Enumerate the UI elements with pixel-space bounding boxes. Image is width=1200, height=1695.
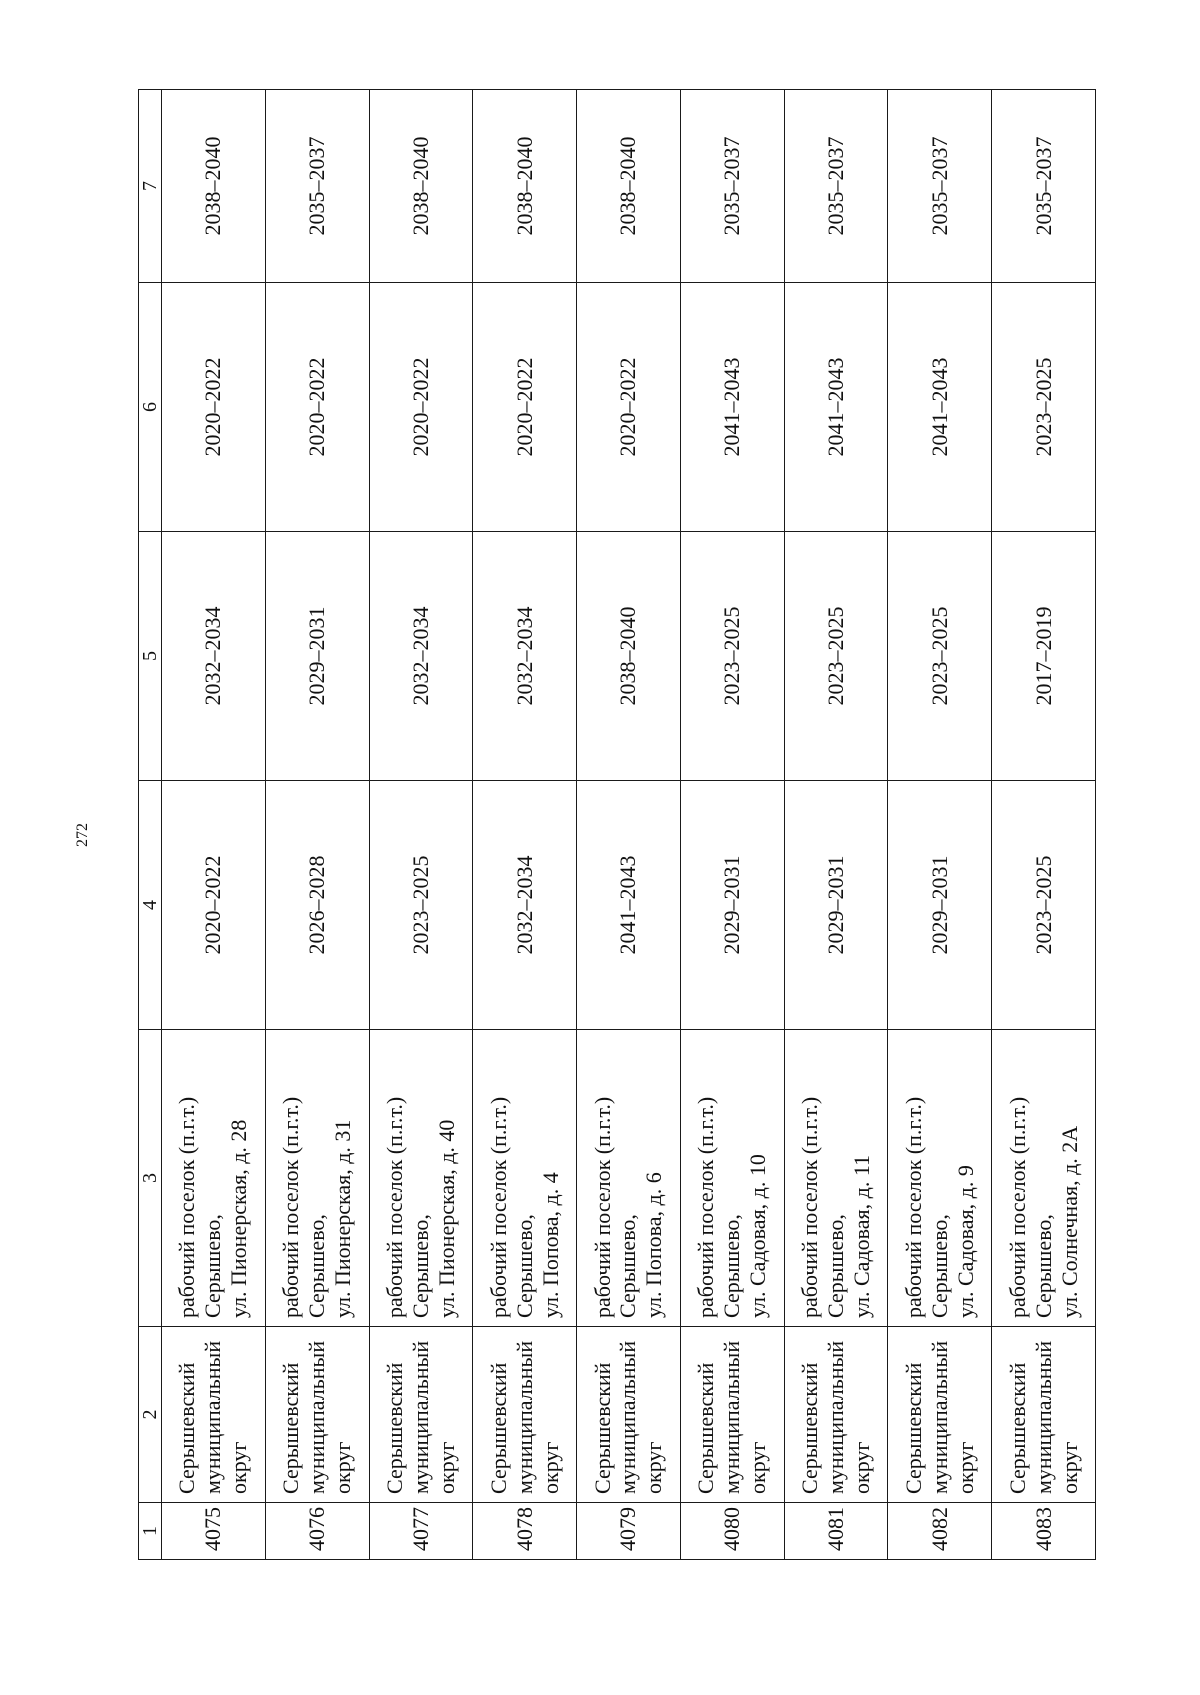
period-col-7: 2035–2037 (992, 90, 1096, 283)
address-line: рабочий поселок (п.г.т.) (1004, 1096, 1030, 1318)
period-col-6: 2041–2043 (784, 283, 888, 532)
address-line: ул. Попова, д. 6 (641, 1172, 667, 1318)
table-row (784, 90, 888, 1560)
table-header (139, 90, 162, 1560)
address-line: Серышево, (407, 1214, 433, 1318)
address-line: Серышево, (926, 1214, 952, 1318)
period-col-6: 2041–2043 (888, 283, 992, 532)
period-col-6: 2041–2043 (680, 283, 784, 532)
address-line: рабочий поселок (п.г.т.) (900, 1096, 926, 1318)
row-id: 4075 (162, 1503, 266, 1560)
period-col-5: 2023–2025 (888, 532, 992, 781)
district-line: муниципальный (823, 1340, 848, 1494)
address-line: ул. Пионерская, д. 31 (330, 1119, 356, 1318)
address-line: Серышево, (200, 1214, 226, 1318)
district-line: округ (537, 1441, 563, 1494)
address-line: рабочий поселок (п.г.т.) (278, 1096, 304, 1318)
period-col-5: 2032–2034 (369, 532, 473, 781)
address-line: ул. Пионерская, д. 28 (226, 1119, 252, 1318)
address-cell (680, 1030, 784, 1327)
table-row (577, 90, 681, 1560)
table-row (265, 90, 369, 1560)
row-id: 4080 (680, 1503, 784, 1560)
district-line: Серышевский (174, 1362, 200, 1494)
district-cell (162, 1327, 266, 1503)
table-body (162, 90, 1096, 1560)
district-line: муниципальный (926, 1340, 952, 1494)
address-line: рабочий поселок (п.г.т.) (589, 1096, 615, 1318)
address-line: рабочий поселок (п.г.т.) (797, 1096, 823, 1318)
district-line: Серышевский (589, 1362, 615, 1494)
period-col-7: 2035–2037 (784, 90, 888, 283)
address-line: Серышево, (823, 1214, 848, 1318)
period-col-4: 2026–2028 (265, 781, 369, 1030)
district-line: округ (330, 1441, 356, 1494)
district-line: муниципальный (304, 1340, 330, 1494)
address-cell (577, 1030, 681, 1327)
address-line: ул. Попова, д. 4 (537, 1172, 563, 1318)
period-col-7: 2038–2040 (473, 90, 577, 283)
district-line: округ (1056, 1441, 1082, 1494)
period-col-5: 2023–2025 (680, 532, 784, 781)
period-col-4: 2023–2025 (992, 781, 1096, 1030)
period-col-5: 2032–2034 (473, 532, 577, 781)
page-number: 272 (74, 823, 91, 847)
address-line: Серышево, (719, 1214, 745, 1318)
district-cell (265, 1327, 369, 1503)
period-col-4: 2029–2031 (680, 781, 784, 1030)
row-id: 4082 (888, 1503, 992, 1560)
period-col-7: 2038–2040 (369, 90, 473, 283)
address-line: рабочий поселок (п.г.т.) (381, 1096, 407, 1318)
period-col-5: 2023–2025 (784, 532, 888, 781)
district-line: Серышевский (485, 1362, 511, 1494)
district-line: округ (641, 1441, 667, 1494)
table-row (680, 90, 784, 1560)
period-col-6: 2020–2022 (265, 283, 369, 532)
address-line: рабочий поселок (п.г.т.) (693, 1096, 719, 1318)
period-col-4: 2029–2031 (784, 781, 888, 1030)
period-col-6: 2020–2022 (473, 283, 577, 532)
address-cell (992, 1030, 1096, 1327)
table-row (992, 90, 1096, 1560)
district-line: округ (433, 1441, 459, 1494)
address-line: рабочий поселок (п.г.т.) (174, 1096, 200, 1318)
period-col-4: 2020–2022 (162, 781, 266, 1030)
address-line: ул. Садовая, д. 11 (848, 1154, 874, 1318)
district-line: округ (848, 1441, 874, 1494)
period-col-5: 2032–2034 (162, 532, 266, 781)
row-id: 4077 (369, 1503, 473, 1560)
district-line: округ (745, 1441, 771, 1494)
period-col-6: 2023–2025 (992, 283, 1096, 532)
row-id: 4076 (265, 1503, 369, 1560)
address-line: Серышево, (615, 1214, 641, 1318)
period-col-6: 2020–2022 (162, 283, 266, 532)
district-line: Серышевский (693, 1362, 719, 1494)
table-row (369, 90, 473, 1560)
district-cell (369, 1327, 473, 1503)
district-line: Серышевский (1004, 1362, 1030, 1494)
period-col-7: 2035–2037 (265, 90, 369, 283)
address-cell (162, 1030, 266, 1327)
period-col-7: 2035–2037 (888, 90, 992, 283)
table-row (473, 90, 577, 1560)
district-line: Серышевский (381, 1362, 407, 1494)
header-col-5: 5 (139, 532, 162, 781)
header-col-6: 6 (139, 283, 162, 532)
address-line: ул. Солнечная, д. 2А (1056, 1125, 1082, 1318)
district-line: муниципальный (407, 1340, 433, 1494)
period-col-6: 2020–2022 (369, 283, 473, 532)
district-line: муниципальный (615, 1340, 641, 1494)
address-cell (473, 1030, 577, 1327)
period-col-5: 2029–2031 (265, 532, 369, 781)
address-cell (784, 1030, 888, 1327)
district-cell (888, 1327, 992, 1503)
district-line: муниципальный (511, 1340, 537, 1494)
period-col-7: 2038–2040 (162, 90, 266, 283)
district-cell (784, 1327, 888, 1503)
row-id: 4078 (473, 1503, 577, 1560)
row-id: 4081 (784, 1503, 888, 1560)
address-cell (265, 1030, 369, 1327)
district-line: Серышевский (900, 1362, 926, 1494)
period-col-7: 2038–2040 (577, 90, 681, 283)
period-col-4: 2032–2034 (473, 781, 577, 1030)
address-line: ул. Садовая, д. 9 (952, 1165, 978, 1318)
row-id: 4079 (577, 1503, 681, 1560)
district-line: Серышевский (797, 1362, 823, 1494)
address-line: рабочий поселок (п.г.т.) (485, 1096, 511, 1318)
header-row (139, 90, 162, 1560)
district-line: муниципальный (1030, 1340, 1056, 1494)
rotated-table-container (138, 90, 1096, 1560)
district-line: муниципальный (200, 1340, 226, 1494)
district-line: Серышевский (278, 1362, 304, 1494)
address-line: ул. Садовая, д. 10 (745, 1154, 771, 1318)
header-col-1: 1 (139, 1503, 162, 1560)
period-col-6: 2020–2022 (577, 283, 681, 532)
table-row (888, 90, 992, 1560)
header-col-4: 4 (139, 781, 162, 1030)
address-line: ул. Пионерская, д. 40 (433, 1119, 459, 1318)
data-table (138, 89, 1096, 1560)
district-cell (992, 1327, 1096, 1503)
header-col-3: 3 (139, 1030, 162, 1327)
header-col-2: 2 (139, 1327, 162, 1503)
period-col-5: 2017–2019 (992, 532, 1096, 781)
table-row (162, 90, 266, 1560)
district-cell (577, 1327, 681, 1503)
district-line: округ (226, 1441, 252, 1494)
address-line: Серышево, (304, 1214, 330, 1318)
period-col-4: 2041–2043 (577, 781, 681, 1030)
district-cell (680, 1327, 784, 1503)
header-col-7: 7 (139, 90, 162, 283)
period-col-4: 2023–2025 (369, 781, 473, 1030)
period-col-7: 2035–2037 (680, 90, 784, 283)
address-cell (888, 1030, 992, 1327)
address-line: Серышево, (511, 1214, 537, 1318)
period-col-5: 2038–2040 (577, 532, 681, 781)
district-cell (473, 1327, 577, 1503)
district-line: муниципальный (719, 1340, 745, 1494)
address-line: Серышево, (1030, 1214, 1056, 1318)
row-id: 4083 (992, 1503, 1096, 1560)
address-cell (369, 1030, 473, 1327)
period-col-4: 2029–2031 (888, 781, 992, 1030)
district-line: округ (952, 1441, 978, 1494)
